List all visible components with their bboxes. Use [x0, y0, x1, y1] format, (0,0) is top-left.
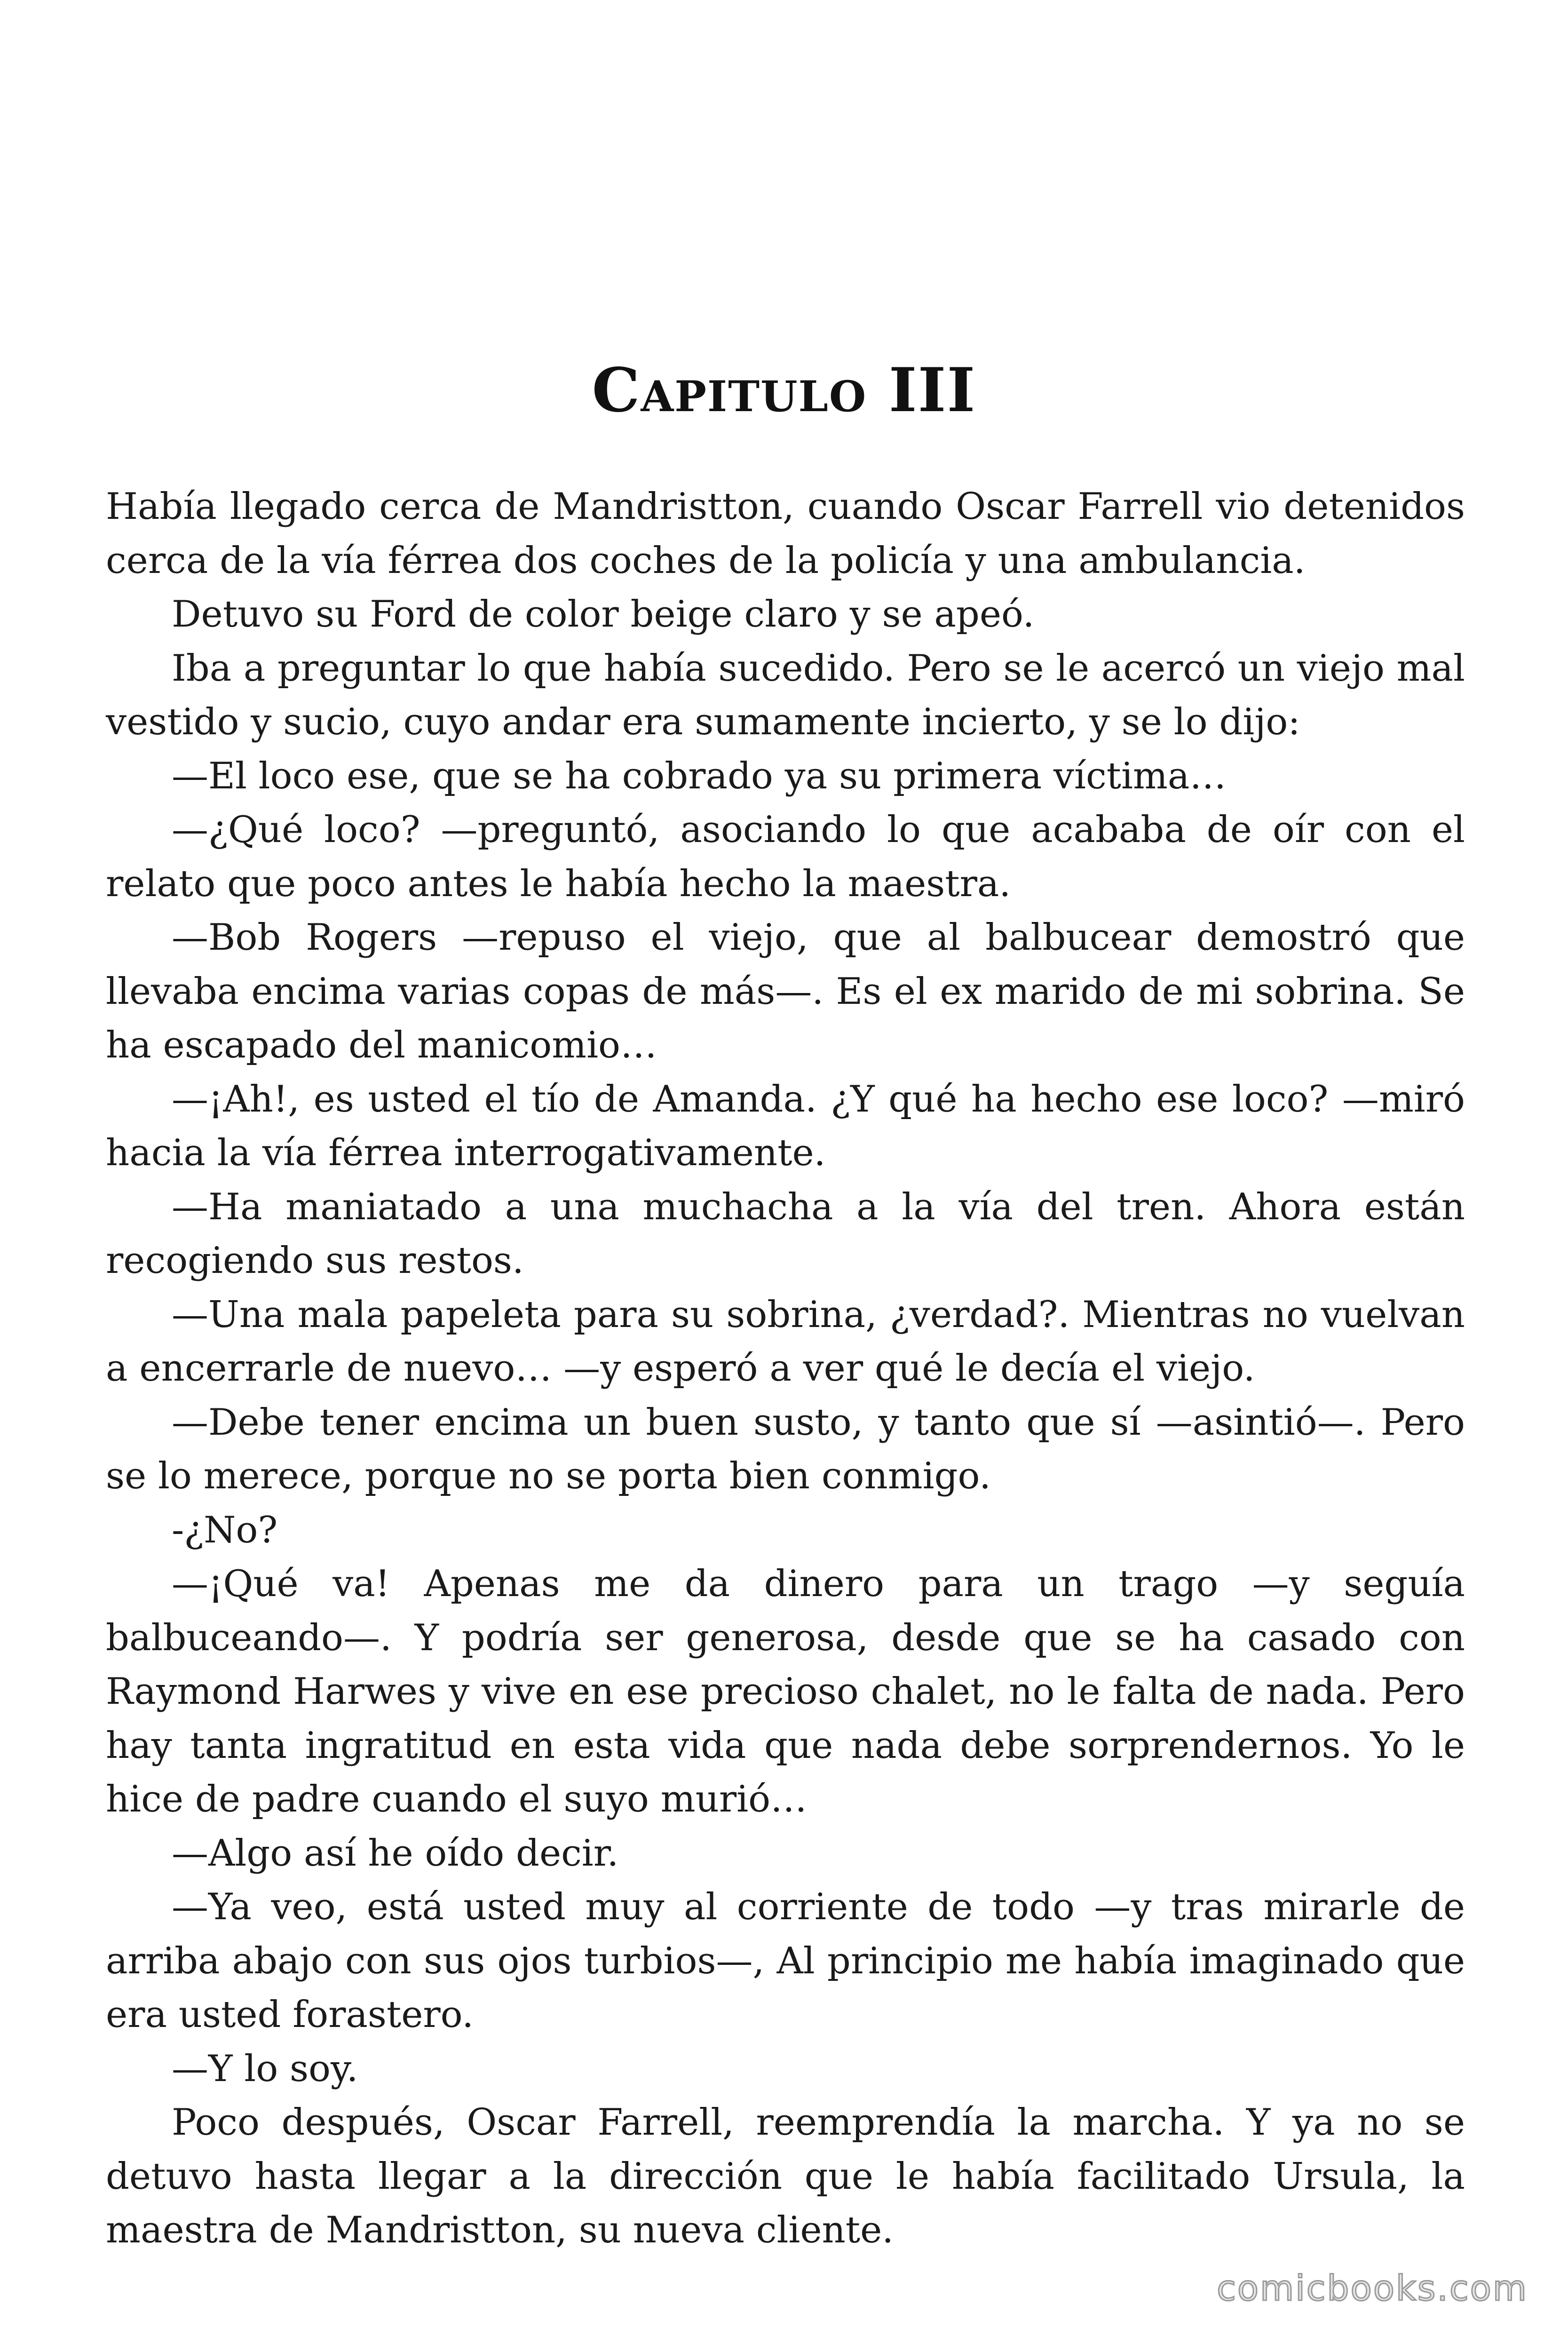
paragraph: —¡Ah!, es usted el tío de Amanda. ¿Y qué ha hecho ese loco? —miró hacia la vía férrea interrogativamente. [106, 1078, 1465, 1174]
paragraph: —Algo así he oído decir. [172, 1832, 619, 1875]
paragraph: Iba a preguntar lo que había sucedido. Pero se le acercó un viejo mal vestido y sucio, cuyo andar era sumamente incierto, y se lo dijo: [106, 647, 1465, 743]
paragraph: —Y lo soy. [172, 2047, 358, 2090]
paragraph: —Una mala papeleta para su sobrina, ¿verdad?. Mientras no vuelvan a encerrarle de nuevo… —y esperó a ver qué le decía el viejo. [106, 1293, 1465, 1390]
paragraph: Poco después, Oscar Farrell, reemprendía la marcha. Y ya no se detuvo hasta llegar a la dirección que le había facilitado Ursula, la maestra de Mandristton, su nueva cliente. [106, 2101, 1465, 2251]
paragraph: —¿Qué loco? —preguntó, asociando lo que acababa de oír con el relato que poco antes le había hecho la maestra. [106, 809, 1465, 905]
paragraph: —¡Qué va! Apenas me da dinero para un trago —y seguía balbuceando—. Y podría ser generosa, desde que se ha casado con Raymond Harwes y vive en ese precioso chalet, no le falta de nada. Pero hay tanta ingratitud en esta vida que nada debe sorprendernos. Yo le hice de padre cuando el suyo murió… [106, 1563, 1465, 1820]
paragraph: —Debe tener encima un buen susto, y tanto que sí —asintió—. Pero se lo merece, porque no se porta bien conmigo. [106, 1401, 1465, 1497]
paragraph: -¿No? [172, 1509, 278, 1551]
paragraph: —El loco ese, que se ha cobrado ya su primera víctima… [172, 755, 1227, 797]
paragraph: Detuvo su Ford de color beige claro y se apeó. [172, 593, 1035, 636]
paragraph: —Bob Rogers —repuso el viejo, que al balbucear demostró que llevaba encima varias copas de más—. Es el ex marido de mi sobrina. Se ha escapado del manicomio… [106, 916, 1465, 1066]
paragraph: Había llegado cerca de Mandristton, cuando Oscar Farrell vio detenidos cerca de la vía férrea dos coches de la policía y una ambulancia. [106, 485, 1465, 582]
paragraph: —Ha maniatado a una muchacha a la vía del tren. Ahora están recogiendo sus restos. [106, 1185, 1465, 1282]
chapter-title: Capitulo III [592, 355, 976, 426]
watermark: comicbooks.com [1217, 2268, 1528, 2309]
paragraph: —Ya veo, está usted muy al corriente de todo —y tras mirarle de arriba abajo con sus ojos turbios—, Al principio me había imaginado que era usted forastero. [106, 1886, 1465, 2036]
chapter-body [106, 480, 1465, 2257]
